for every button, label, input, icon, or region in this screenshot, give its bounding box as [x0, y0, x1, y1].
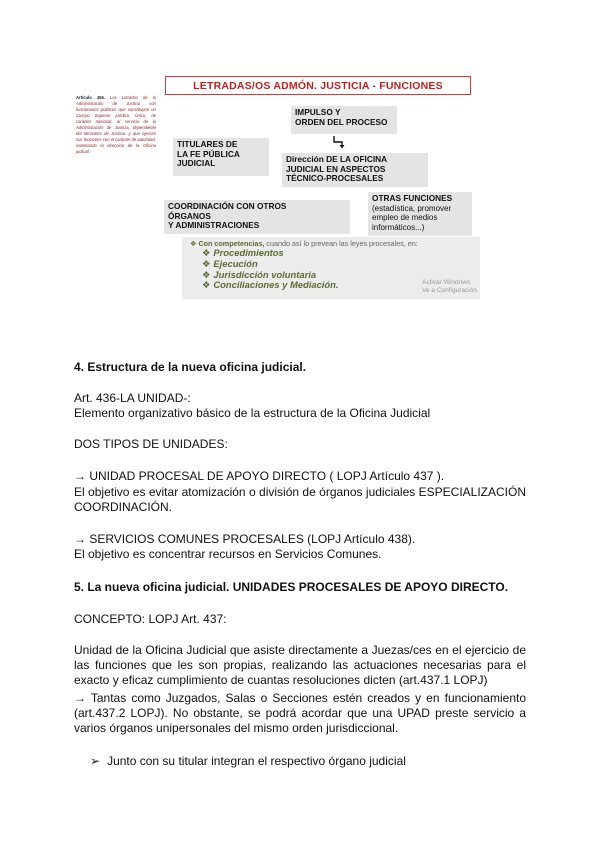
box-titulares	[173, 138, 269, 176]
diamond-bullet-icon: ❖	[202, 247, 211, 258]
concepto-line: CONCEPTO: LOPJ Art. 437:	[74, 612, 227, 626]
box-titulares-line-3: JUDICIAL	[177, 158, 216, 169]
watermark-line-1: Activar Windows	[422, 279, 471, 286]
box-otras-sub-1: (estadística, promover	[372, 203, 452, 213]
box-coordinacion	[164, 200, 350, 234]
box-impulso-line-2: ORDEN DEL PROCESO	[295, 116, 388, 127]
upad-objetivo: El objetivo es evitar atomización o división de órganos judiciales ESPECIALIZACIÓN COORDINACIÓN.	[74, 485, 526, 514]
upad-definition-paragraph: Unidad de la Oficina Judicial que asiste directamente a Juezas/ces en el ejercicio de las funciones que les son propias, realizando las actuaciones necesarias para el exacto y eficaz cumplimiento de cuantas resoluciones dicten (art.437.1 LOPJ)	[74, 643, 526, 687]
box-otras-title: OTRAS FUNCIONES	[372, 193, 453, 203]
box-impulso-line-1: IMPULSO Y	[295, 107, 341, 117]
box-otras-funciones	[368, 192, 472, 236]
diamond-bullet-icon: ❖	[202, 279, 211, 291]
bullet-item-text: Junto con su titular integran el respectivo órgano judicial	[107, 754, 406, 768]
competencias-head-rest: cuando así lo prevean las leyes procesales, en:	[264, 239, 418, 248]
diagram-title: LETRADAS/OS ADMÓN. JUSTICIA - FUNCIONES	[165, 76, 471, 95]
box-direccion-line-2: JUDICIAL EN ASPECTOS	[286, 163, 386, 174]
box-otras-sub-2: empleo de medios	[372, 213, 438, 223]
competencia-item-text: Conciliaciones y Mediación.	[213, 279, 339, 291]
article-456-note	[76, 95, 156, 155]
elbow-arrow-icon	[333, 135, 345, 149]
servicios-comunes-line: → SERVICIOS COMUNES PROCESALES (LOPJ Artículo 438).	[74, 532, 416, 546]
section-4-heading: 4. Estructura de la nueva oficina judicial.	[74, 360, 307, 374]
section-5-heading: 5. La nueva oficina judicial. UNIDADES PROCESALES DE APOYO DIRECTO.	[74, 580, 509, 594]
article-456-heading: Artículo 456.	[76, 95, 105, 100]
competencias-head-bold: Con competencias,	[198, 239, 265, 248]
art-436-definition: Elemento organizativo básico de la estructura de la Oficina Judicial	[74, 406, 431, 420]
box-direccion-line-1: Dirección DE LA OFICINA	[286, 154, 388, 164]
diamond-bullet-icon: ❖	[190, 239, 199, 248]
box-titulares-line-2: LA FE PÚBLICA	[177, 148, 240, 159]
dos-tipos-heading: DOS TIPOS DE UNIDADES:	[74, 437, 228, 451]
activation-watermark	[422, 279, 477, 295]
box-titulares-line-1: TITULARES DE	[177, 139, 238, 149]
bullet-item	[90, 754, 406, 768]
box-direccion-line-3: TÉCNICO-PROCESALES	[286, 173, 384, 184]
upad-count-paragraph: → Tantas como Juzgados, Salas o Secciones estén creados y en funcionamiento (art.437.2 LOPJ). No obstante, se podrá acordar que una UPAD preste servicio a varios órganos unipersonales del mismo orden jurisdiccional.	[74, 691, 526, 735]
box-impulso	[291, 106, 397, 134]
competencia-item-text: Procedimientos	[213, 247, 284, 258]
article-456-body: Los Letrados de la Administración de Justicia son funcionarios públicos que constituyen un Cuerpo Superior jurídico, único, de carácter nacional, al servicio de la Administración de Justicia, dependiente del Ministerio de Justicia, y que ejercen sus funciones con el carácter de autoridad, ostentando la dirección de la Oficina judicial.	[76, 95, 156, 154]
competencia-item-text: Jurisdicción voluntaria	[213, 268, 317, 280]
box-direccion	[282, 153, 428, 187]
box-coordinacion-line-3: Y ADMINISTRACIONES	[168, 220, 260, 231]
box-otras-sub-3: informáticos...)	[372, 222, 425, 232]
art-436-title: Art. 436-LA UNIDAD-:	[74, 391, 191, 405]
box-coordinacion-line-2: ÓRGANOS	[168, 210, 211, 221]
servicios-objetivo: El objetivo es concentrar recursos en Servicios Comunes.	[74, 547, 382, 561]
upad-line: → UNIDAD PROCESAL DE APOYO DIRECTO ( LOPJ Artículo 437 ).	[74, 469, 445, 483]
diamond-bullet-icon: ❖	[202, 268, 211, 280]
box-coordinacion-line-1: COORDINACIÓN CON OTROS	[168, 201, 287, 211]
watermark-line-2: Ve a Configuración	[422, 287, 477, 294]
arrow-bullet-icon: ➢	[90, 754, 101, 768]
competencia-item-text: Ejecución	[213, 257, 258, 269]
diamond-bullet-icon: ❖	[202, 257, 211, 269]
